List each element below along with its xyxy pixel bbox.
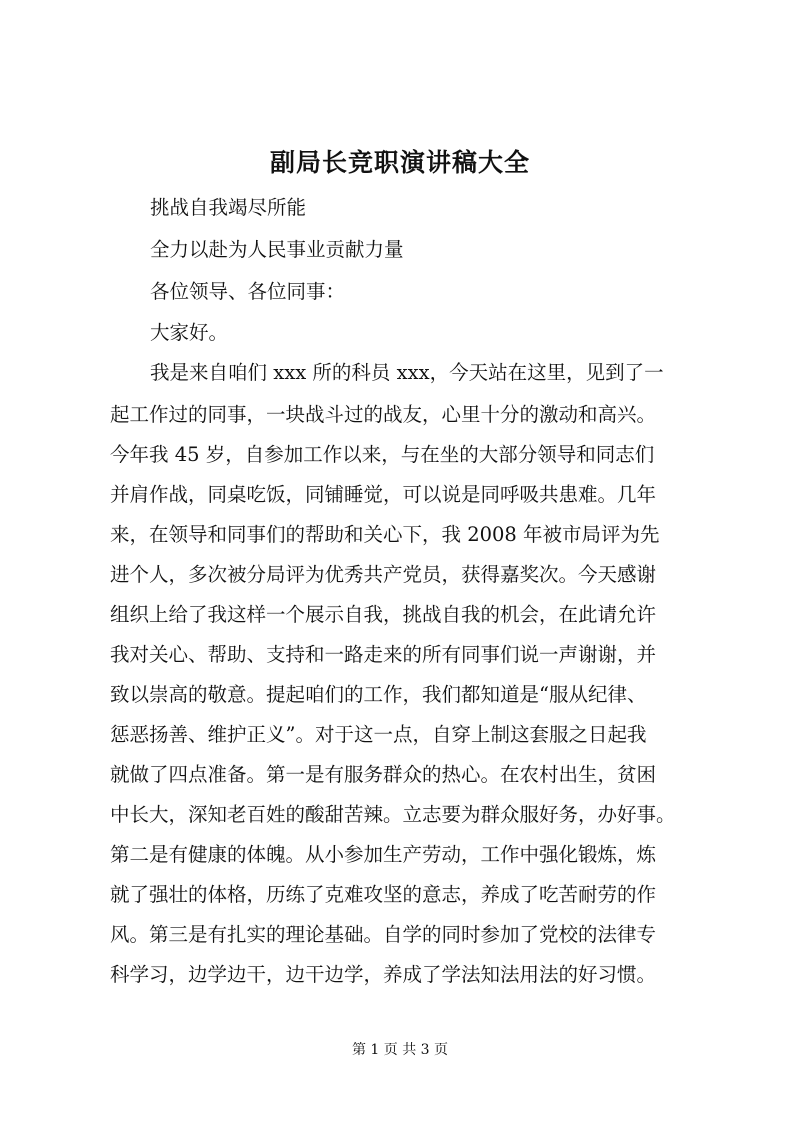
- body-line: 风。第三是有扎实的理论基础。自学的同时参加了党校的法律专: [110, 923, 657, 946]
- body-line: 惩恶扬善、维护正义”。对于这一点，自穿上制这套服之日起我: [110, 723, 647, 746]
- body-line: 组织上给了我这样一个展示自我，挑战自我的机会，在此请允许: [110, 603, 657, 626]
- body-line: 中长大，深知老百姓的酸甜苦辣。立志要为群众服好务，办好事。: [110, 803, 676, 826]
- body-line: 并肩作战，同桌吃饭，同铺睡觉，可以说是同呼吸共患难。几年: [110, 483, 657, 506]
- page-footer: 第 1 页 共 3 页: [351, 1042, 449, 1058]
- body-line: 第二是有健康的体魄。从小参加生产劳动，工作中强化锻炼，炼: [110, 843, 657, 866]
- body-line: 我对关心、帮助、支持和一路走来的所有同事们说一声谢谢，并: [110, 643, 657, 666]
- body-line: 致以崇高的敬意。提起咱们的工作，我们都知道是“服从纪律、: [110, 683, 647, 706]
- greeting-line: 大家好。: [150, 321, 229, 344]
- subtitle-line-2: 全力以赴为人民事业贡献力量: [150, 238, 404, 261]
- body-line: 就做了四点准备。第一是有服务群众的热心。在农村出生，贫困: [110, 763, 657, 786]
- salutation-line: 各位领导、各位同事：: [150, 280, 346, 303]
- body-line: 科学习，边学边干，边干边学，养成了学法知法用法的好习惯。: [110, 963, 657, 986]
- subtitle-line-1: 挑战自我竭尽所能: [150, 196, 307, 219]
- body-line: 我是来自咱们 xxx 所的科员 xxx，今天站在这里，见到了一: [150, 361, 664, 384]
- body-line: 今年我 45 岁，自参加工作以来，与在坐的大部分领导和同志们: [110, 443, 655, 466]
- document-title: 副局长竞职演讲稿大全: [269, 148, 530, 177]
- body-line: 起工作过的同事，一块战斗过的战友，心里十分的激动和高兴。: [110, 403, 657, 426]
- body-line: 就了强壮的体格，历练了克难攻坚的意志，养成了吃苦耐劳的作: [110, 883, 657, 906]
- body-line: 进个人，多次被分局评为优秀共产党员，获得嘉奖次。今天感谢: [110, 563, 657, 586]
- body-line: 来，在领导和同事们的帮助和关心下，我 2008 年被市局评为先: [110, 523, 660, 546]
